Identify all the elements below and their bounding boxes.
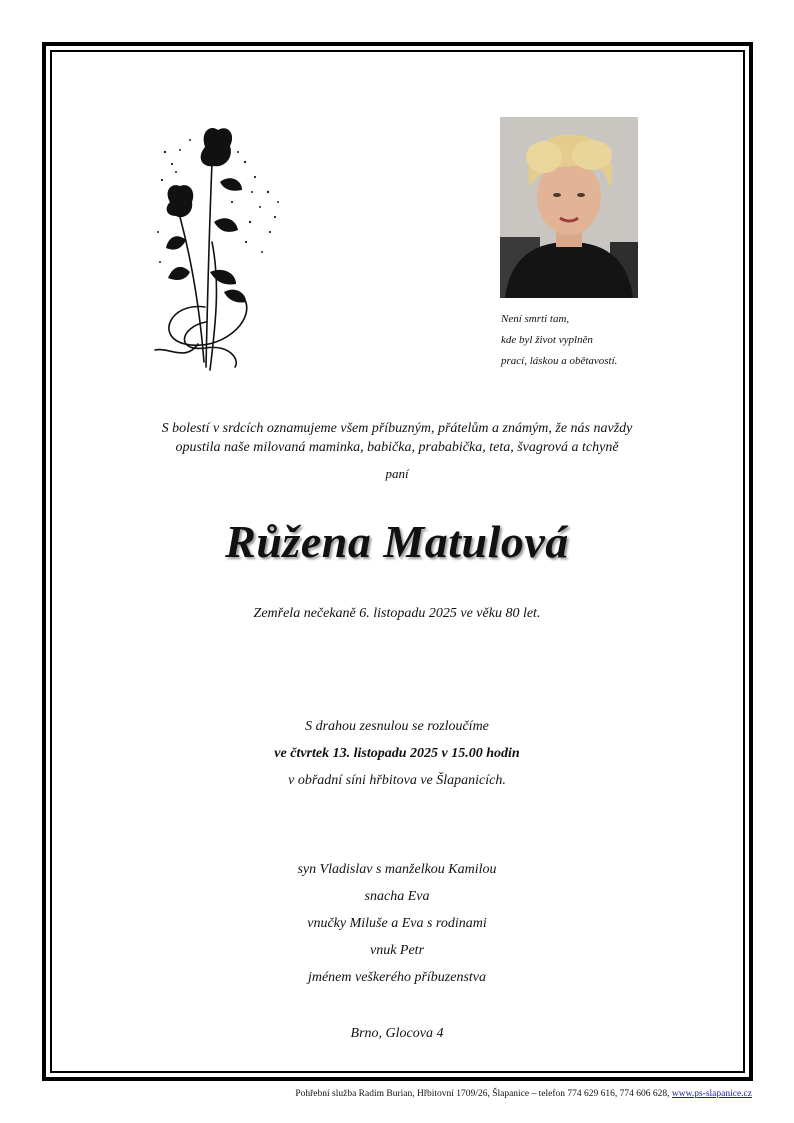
quote-line: prací, láskou a obětavostí. xyxy=(501,355,618,367)
address: Brno, Glocova 4 xyxy=(350,1026,444,1041)
farewell-intro: S drahou zesnulou se rozloučíme xyxy=(305,719,489,734)
photo-caption-quote xyxy=(501,309,701,372)
rose-bouquet-icon xyxy=(150,122,290,374)
family-member: snacha Eva xyxy=(364,889,430,904)
portrait-photo xyxy=(500,117,638,298)
intro-line: S bolestí v srdcích oznamujeme všem příbuzným, přátelům a známým, že nás navždy xyxy=(161,421,633,436)
announcement-intro xyxy=(0,419,794,457)
family-member: vnuk Petr xyxy=(369,943,425,958)
family-member: syn Vladislav s manželkou Kamilou xyxy=(297,862,497,877)
family-list xyxy=(0,856,794,991)
honorific: paní xyxy=(385,466,409,481)
footer-text: Pohřební služba Radim Burian, Hřbitovní 1709/26, Šlapanice – telefon 774 629 616, 774 606 628, xyxy=(295,1089,672,1099)
quote-line: kde byl život vyplněn xyxy=(501,334,593,346)
death-notice: Zemřela nečekaně 6. listopadu 2025 ve věku 80 let. xyxy=(253,606,541,621)
family-member: vnučky Miluše a Eva s rodinami xyxy=(307,916,487,931)
quote-line: Není smrti tam, xyxy=(501,313,570,325)
farewell-block xyxy=(0,713,794,794)
farewell-datetime: ve čtvrtek 13. listopadu 2025 v 15.00 hodin xyxy=(274,746,520,761)
footer-website-link[interactable]: www.ps-slapanice.cz xyxy=(671,1089,752,1099)
family-member: jménem veškerého příbuzenstva xyxy=(307,970,487,985)
deceased-name: Růžena Matulová xyxy=(225,516,569,567)
farewell-place: v obřadní síni hřbitova ve Šlapanicích. xyxy=(288,773,506,788)
intro-line: opustila naše milovaná maminka, babička, prababička, teta, švagrová a tchyně xyxy=(175,440,619,455)
footer xyxy=(295,1089,752,1099)
